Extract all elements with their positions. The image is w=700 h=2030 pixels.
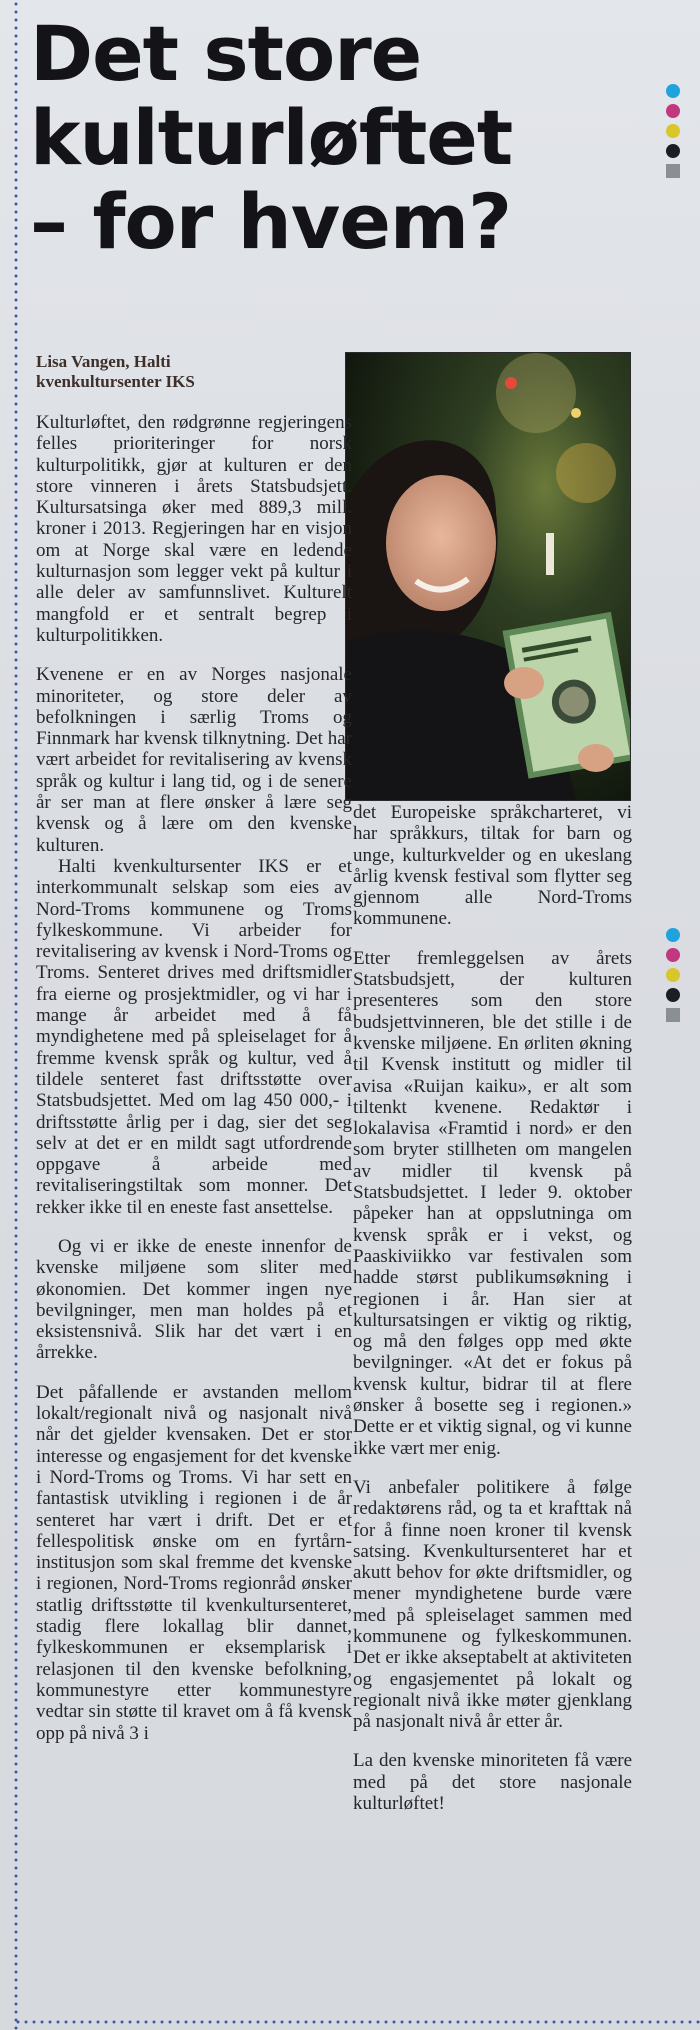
paragraph: Kvenene er en av Norges nasjonale minoriteter, og store deler av befolkningen i særlig Troms og Finnmark har kvensk tilknytning. Det har vært arbeidet for revitalisering av kvensk språk og kultur i lang tid, og i de senere år ser man at flere ønsker å lære seg kvensk og å lære om den kvenske kulturen.: [36, 664, 352, 856]
paragraph: Og vi er ikke de eneste innenfor de kvenske miljøene som sliter med økonomien. Det kommer ingen nye bevilgninger, men man holdes på et eksistensnivå. Slik har det vært i en årrekke.: [36, 1235, 352, 1364]
author-photo: [345, 352, 631, 801]
print-registration-marks-middle: [666, 928, 680, 1022]
headline: [30, 9, 630, 266]
gray-square: [666, 1008, 680, 1022]
gray-square: [666, 164, 680, 178]
byline-author: Lisa Vangen, Halti: [36, 352, 171, 371]
paragraph: Vi anbefaler politikere å følge redaktørens råd, og ta et krafttak nå for å finne noen kroner til kvensk satsing. Kvenkultursenteret har et akutt behov for økte driftsmidler, og mener myndighetene burde være med på spleiselaget sammen med kommunene og fylkeskommunen. Det er ikke akseptabelt at aktiviteten og engasjementet på lokalt og regionalt nivå ikke møter gjenklang på nasjonalt nivå år etter år.: [353, 1476, 632, 1733]
right-column: [353, 802, 632, 1832]
perforation-left: [14, 0, 18, 2030]
headline-line-1: Det store: [30, 9, 422, 98]
paragraph: Det påfallende er avstanden mellom lokalt/regionalt nivå og nasjonalt nivå når det gjelder kvensaken. Det er stor interesse og engasjement for det kvenske i Nord-Troms og Troms. Vi har sett en fantastisk utvikling i regionen i de år senteret har vært i drift. Det er et fellespolitisk ønske om en fyrtårn-institusjon som skal fremme det kvenske i regionen, Nord-Troms regionråd ønsker statlig driftsstøtte til kvenkultursenteret, stadig flere lokallag blir dannet, fylkeskommunen er eksemplarisk i relasjonen til den kvenske befolkning, kommunestyre etter kommunestyre vedtar sin støtte til kravet om å få kvensk opp på nivå 3 i: [36, 1381, 352, 1744]
headline-line-3: – for hvem?: [30, 177, 512, 266]
magenta-dot: [666, 104, 680, 118]
paragraph: La den kvenske minoriteten få være med på det store nasjonale kulturløftet!: [353, 1750, 632, 1815]
paragraph: Kulturløftet, den rødgrønne regjeringens felles prioriteringer for norsk kulturpolitikk, gjør at kulturen er den store vinneren i årets Statsbudsjett. Kultursatsinga øker med 889,3 mill. kroner i 2013. Regjeringen har en visjon om at Norge skal være en ledende kulturnasjon som legger vekt på kultur i alle deler av samfunnslivet. Kulturelt mangfold er et sentralt begrep i kulturpolitikken.: [36, 412, 352, 646]
cyan-dot: [666, 928, 680, 942]
paragraph: Etter fremleggelsen av årets Statsbudsjett, der kulturen presenteres som den store budsjettvinneren, ble det stille i de kvenske miljøene. En ørliten økning til Kvensk institutt og midler til avisa «Ruijan kaiku», er alt som tiltenkt kvenene. Redaktør i lokalavisa «Framtid i nord» er den som bryter stillheten om mangelen av midler til kvensk på Statsbudsjettet. I leder 9. oktober påpeker han at oppslutninga om kvensk språk er i vekst, og Paaskiviikko var festivalen som hadde størst publikumsøkning i regionen i år. Han sier at kultursatsingen er viktig og riktig, og må den følges opp med økte bevilgninger. «At det er fokus på kvensk kultur, bidrar til at flere ønsker å bosette seg i regionen.» Dette er et viktig signal, og vi kunne ikke vært mer enig.: [353, 947, 632, 1459]
black-dot: [666, 988, 680, 1002]
photo-illustration: [346, 353, 630, 800]
headline-line-2: kulturløftet: [30, 93, 513, 182]
paragraph: Halti kvenkultursenter IKS er et interkommunalt selskap som eies av Nord-Troms kommunene og Troms fylkeskommune. Vi arbeider for revitalisering av kvensk i Nord-Troms og Troms. Senteret drives med driftsmidler fra eierne og prosjektmidler, og vi har i mange år arbeidet med å få myndighetene med på spleiselaget for å fremme kvensk språk og kultur, ved å tildele senteret fast driftsstøtte over Statsbudsjettet. Med om lag 450 000,- i driftsstøtte årlig per i dag, sier det seg selv at det er en mildt sagt utfordrende oppgave å arbeide med revitaliseringstiltak som monner. Det rekker ikke til en eneste fast ansettelse.: [36, 855, 352, 1218]
black-dot: [666, 144, 680, 158]
left-column: [36, 412, 352, 1762]
byline-organization: kvenkultursenter IKS: [36, 372, 195, 391]
paragraph: det Europeiske språkcharteret, vi har språkkurs, tiltak for barn og unge, kulturkvelder og en ukeslang årlig kvensk festival som flytter seg gjennom alle Nord-Troms kommunene.: [353, 802, 632, 930]
magenta-dot: [666, 948, 680, 962]
byline: [36, 352, 336, 392]
perforation-bottom: [14, 2020, 700, 2024]
yellow-dot: [666, 124, 680, 138]
yellow-dot: [666, 968, 680, 982]
cyan-dot: [666, 84, 680, 98]
print-registration-marks-top: [666, 84, 680, 178]
